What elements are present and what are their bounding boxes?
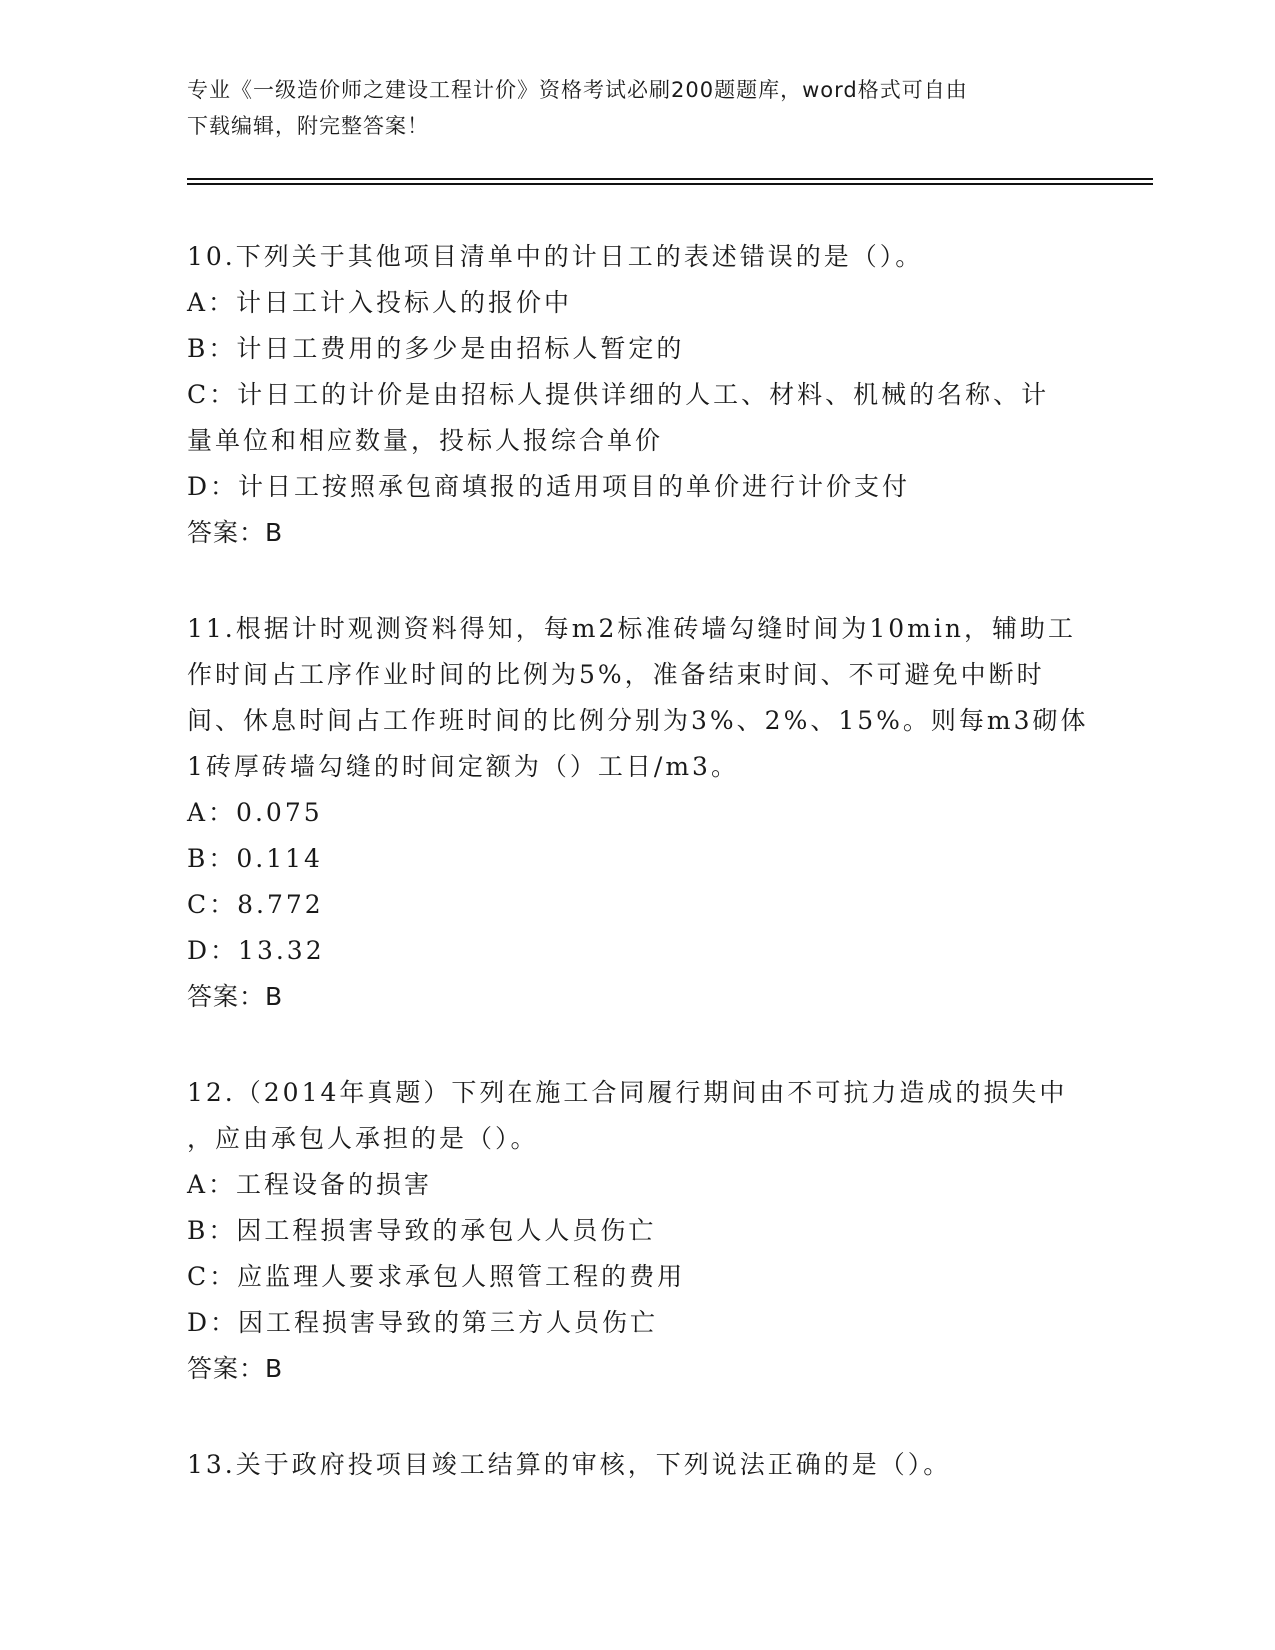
option-d: D：计日工按照承包商填报的适用项目的单价进行计价支付	[187, 472, 911, 501]
question-10	[187, 234, 1087, 556]
header-line: 专业《一级造价师之建设工程计价》资格考试必刷200题题库，word格式可自由	[187, 78, 968, 102]
question-stem: 10.下列关于其他项目清单中的计日工的表述错误的是（）。	[187, 242, 924, 271]
option-a: A：计日工计入投标人的报价中	[187, 288, 573, 317]
option-a: A：工程设备的损害	[187, 1170, 433, 1199]
header-divider	[187, 183, 1153, 185]
answer: 答案：B	[187, 1354, 284, 1383]
header-line: 下载编辑，附完整答案！	[187, 114, 429, 138]
question-13	[187, 1442, 1087, 1488]
option-a: A：0.075	[187, 798, 323, 827]
question-stem: 1砖厚砖墙勾缝的时间定额为（）工日/m3。	[187, 752, 739, 781]
option-b: B：因工程损害导致的承包人人员伤亡	[187, 1216, 657, 1245]
question-stem: 13.关于政府投项目竣工结算的审核，下列说法正确的是（）。	[187, 1450, 952, 1479]
option-b: B：0.114	[187, 844, 323, 873]
option-c: C：8.772	[187, 890, 324, 919]
answer: 答案：B	[187, 518, 284, 547]
answer: 答案：B	[187, 982, 284, 1011]
option-d: D：13.32	[187, 936, 325, 965]
option-c-continued: 量单位和相应数量，投标人报综合单价	[187, 426, 664, 455]
question-stem: ，应由承包人承担的是（）。	[187, 1124, 539, 1153]
option-b: B：计日工费用的多少是由招标人暂定的	[187, 334, 685, 363]
question-stem: 作时间占工序作业时间的比例为5%，准备结束时间、不可避免中断时	[187, 660, 1045, 689]
header-divider	[187, 178, 1153, 180]
document-header	[187, 72, 1087, 144]
question-stem: 间、休息时间占工作班时间的比例分别为3%、2%、15%。则每m3砌体	[187, 706, 1089, 735]
question-stem: 11.根据计时观测资料得知，每m2标准砖墙勾缝时间为10min，辅助工	[187, 614, 1076, 643]
question-list	[187, 234, 1087, 1538]
question-12	[187, 1070, 1087, 1392]
option-c: C：应监理人要求承包人照管工程的费用	[187, 1262, 686, 1291]
option-d: D：因工程损害导致的第三方人员伤亡	[187, 1308, 659, 1337]
question-stem: 12.（2014年真题）下列在施工合同履行期间由不可抗力造成的损失中	[187, 1078, 1068, 1107]
question-11	[187, 606, 1087, 1020]
option-c: C：计日工的计价是由招标人提供详细的人工、材料、机械的名称、计	[187, 380, 1050, 409]
